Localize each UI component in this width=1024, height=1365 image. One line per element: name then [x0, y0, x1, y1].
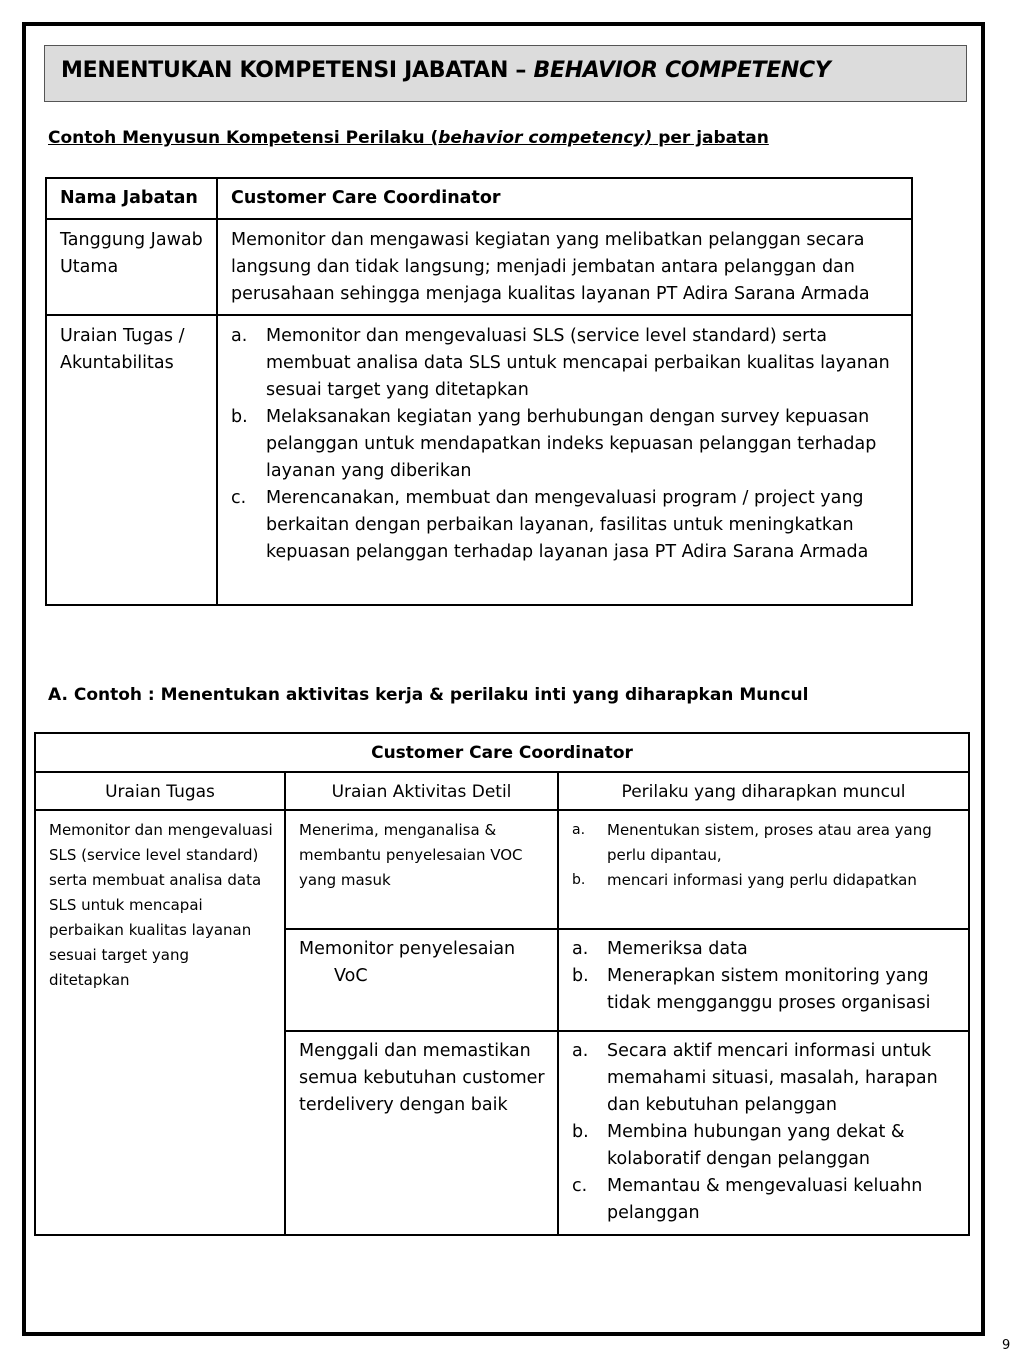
- column-header: Uraian Tugas: [35, 772, 285, 810]
- list-item-text: Merencanakan, membuat dan mengevaluasi program / project yang berkaitan dengan perbaikan layanan, fasilitas untuk meningkatkan kepuasan pelanggan terhadap layanan jasa PT Adira Sarana Armada: [266, 488, 869, 562]
- list-item-text: mencari informasi yang perlu didapatkan: [607, 871, 917, 889]
- table-row: [46, 315, 912, 605]
- list-marker: a.: [231, 326, 248, 346]
- tanggung-jawab-label: Tanggung Jawab Utama: [46, 219, 217, 315]
- behavior-table: [34, 732, 970, 1236]
- subtitle-italic: behavior competency): [438, 128, 653, 148]
- tanggung-jawab-value: Memonitor dan mengawasi kegiatan yang melibatkan pelanggan secara langsung dan tidak langsung; menjadi jembatan antara pelanggan dan perusahaan sehingga menjaga kualitas layanan PT Adira Sarana Armada: [217, 219, 912, 315]
- uraian-tugas-list-cell: [217, 315, 912, 605]
- perilaku-list: [572, 818, 958, 893]
- table-banner: Customer Care Coordinator: [35, 733, 969, 772]
- perilaku-list: [572, 936, 958, 1017]
- uraian-tugas-cell: Memonitor dan mengevaluasi SLS (service level standard) serta membuat analisa data SLS untuk mencapai perbaikan kualitas layanan sesuai target yang ditetapkan: [35, 810, 285, 1235]
- title-italic: BEHAVIOR COMPETENCY: [533, 58, 831, 83]
- column-header: Perilaku yang diharapkan muncul: [558, 772, 969, 810]
- aktivitas-line: VoC: [334, 966, 368, 986]
- list-marker: b.: [572, 872, 586, 888]
- aktivitas-cell: Menggali dan memastikan semua kebutuhan customer terdelivery dengan baik: [285, 1031, 558, 1235]
- list-item-text: Menentukan sistem, proses atau area yang perlu dipantau,: [607, 821, 932, 864]
- section-a-heading: A. Contoh : Menentukan aktivitas kerja & perilaku inti yang diharapkan Muncul: [48, 685, 809, 705]
- list-marker: b.: [572, 966, 589, 986]
- table-header-row: [35, 772, 969, 810]
- nama-jabatan-value: Customer Care Coordinator: [217, 178, 912, 219]
- aktivitas-cell: Menerima, menganalisa & membantu penyelesaian VOC yang masuk: [285, 810, 558, 929]
- page-number: 9: [1002, 1338, 1011, 1353]
- list-marker: a.: [572, 1041, 589, 1061]
- list-item: [572, 1038, 958, 1119]
- list-item-text: Membina hubungan yang dekat & kolaboratif dengan pelanggan: [607, 1122, 905, 1169]
- list-marker: a.: [572, 822, 586, 838]
- list-item: [572, 1173, 958, 1227]
- list-item-text: Menerapkan sistem monitoring yang tidak mengganggu proses organisasi: [607, 966, 931, 1013]
- subtitle-before: Contoh Menyusun Kompetensi Perilaku (: [48, 128, 439, 148]
- table-row: [35, 810, 969, 929]
- list-item: [572, 1119, 958, 1173]
- aktivitas-line: Memonitor penyelesaian: [299, 939, 516, 959]
- list-item: [231, 404, 901, 485]
- list-item-text: Memonitor dan mengevaluasi SLS (service level standard) serta membuat analisa data SLS untuk mencapai perbaikan kualitas layanan sesuai target yang ditetapkan: [266, 326, 890, 400]
- list-item-text: Melaksanakan kegiatan yang berhubungan dengan survey kepuasan pelanggan untuk mendapatkan indeks kepuasan pelanggan terhadap layanan yang diberikan: [266, 407, 877, 481]
- subtitle-after: per jabatan: [652, 128, 769, 148]
- uraian-tugas-label: Uraian Tugas / Akuntabilitas: [46, 315, 217, 605]
- list-item: [572, 818, 958, 868]
- table-row: [35, 733, 969, 772]
- list-item: [231, 485, 901, 566]
- list-item-text: Secara aktif mencari informasi untuk memahami situasi, masalah, harapan dan kebutuhan pelanggan: [607, 1041, 938, 1115]
- column-header: Uraian Aktivitas Detil: [285, 772, 558, 810]
- title-main: MENENTUKAN KOMPETENSI JABATAN –: [61, 58, 534, 83]
- list-item: [572, 868, 958, 893]
- table-row: [46, 178, 912, 219]
- list-marker: a.: [572, 939, 589, 959]
- list-item-text: Memantau & mengevaluasi keluahn pelanggan: [607, 1176, 923, 1223]
- list-marker: c.: [572, 1176, 588, 1196]
- list-item-text: Memeriksa data: [607, 939, 748, 959]
- list-marker: c.: [231, 488, 247, 508]
- nama-jabatan-label: Nama Jabatan: [46, 178, 217, 219]
- page-title: [44, 45, 967, 102]
- job-profile-table: [45, 177, 913, 606]
- section-subtitle: [48, 128, 769, 148]
- perilaku-cell: [558, 1031, 969, 1235]
- aktivitas-cell: [285, 929, 558, 1031]
- perilaku-cell: [558, 929, 969, 1031]
- list-marker: b.: [231, 407, 248, 427]
- uraian-tugas-list: [231, 323, 901, 566]
- table-row: [46, 219, 912, 315]
- list-marker: b.: [572, 1122, 589, 1142]
- list-item: [572, 936, 958, 963]
- perilaku-cell: [558, 810, 969, 929]
- perilaku-list: [572, 1038, 958, 1227]
- list-item: [231, 323, 901, 404]
- list-item: [572, 963, 958, 1017]
